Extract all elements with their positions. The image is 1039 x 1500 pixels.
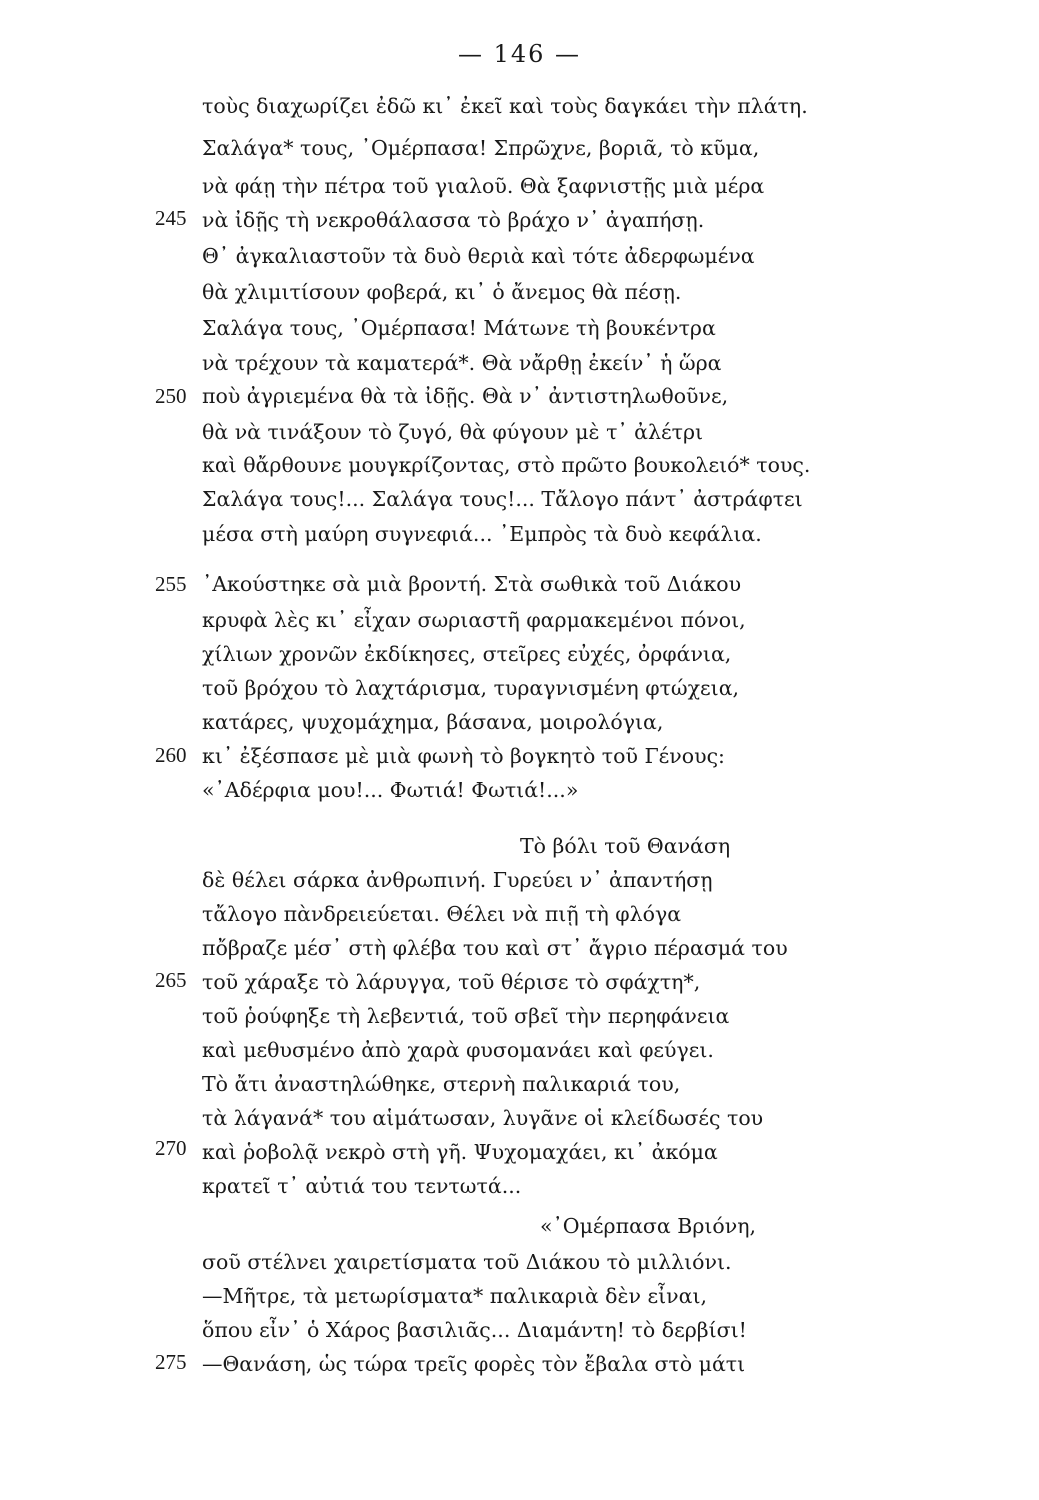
page-number: — 146 — [457, 40, 582, 68]
verse-line: νὰ ἰδῇς τὴ νεκροθάλασσα τὸ βράχο ν᾿ ἀγαπήσῃ. [202, 208, 705, 232]
verse-line: καὶ θἄρθουνε μουγκρίζοντας, στὸ πρῶτο βουκολειό* τους. [202, 453, 811, 477]
verse-line: θὰ χλιμιτίσουν φοβερά, κι᾿ ὁ ἄνεμος θὰ πέσῃ. [202, 280, 682, 304]
verse-line: κατάρες, ψυχομάχημα, βάσανα, μοιρολόγια, [202, 710, 664, 734]
verse-line: νὰ τρέχουν τὰ καματερά*. Θὰ νἄρθῃ ἐκείν᾿ ἡ ὥρα [202, 351, 722, 375]
verse-line: Σαλάγα* τους, ᾿Ομέρπασα! Σπρῶχνε, βοριᾶ, τὸ κῦμα, [202, 136, 760, 160]
verse-line: δὲ θέλει σάρκα ἀνθρωπινή. Γυρεύει ν᾿ ἀπαντήσῃ [202, 868, 713, 892]
line-number: 270 [155, 1136, 187, 1160]
verse-line: Τὸ βόλι τοῦ Θανάση [520, 834, 731, 858]
verse-line: ποὺ ἀγριεμένα θὰ τὰ ἰδῇς. Θὰ ν᾿ ἀντιστηλωθοῦνε, [202, 384, 729, 408]
verse-line: Τὸ ἄτι ἀναστηλώθηκε, στερνὴ παλικαριά του, [202, 1072, 681, 1096]
verse-line: Σαλάγα τους!... Σαλάγα τους!... Τἄλογο πάντ᾿ ἀστράφτει [202, 487, 803, 511]
verse-line: καὶ ῥοβολᾷ νεκρὸ στὴ γῆ. Ψυχομαχάει, κι᾿ ἀκόμα [202, 1140, 718, 1164]
line-number: 260 [155, 743, 187, 767]
verse-line: σοῦ στέλνει χαιρετίσματα τοῦ Διάκου τὸ μιλλιόνι. [202, 1250, 732, 1274]
verse-line: τοῦ βρόχου τὸ λαχτάρισμα, τυραγνισμένη φτώχεια, [202, 676, 740, 700]
verse-line: κι᾿ ἐξέσπασε μὲ μιὰ φωνὴ τὸ βογκητὸ τοῦ Γένους: [202, 744, 725, 768]
verse-line: τὰ λάγανά* του αἱμάτωσαν, λυγᾶνε οἱ κλείδωσές του [202, 1106, 764, 1130]
verse-line: καὶ μεθυσμένο ἀπὸ χαρὰ φυσομανάει καὶ φεύγει. [202, 1038, 714, 1062]
line-number: 265 [155, 968, 187, 992]
line-number: 245 [155, 206, 187, 230]
verse-line: Σαλάγα τους, ᾿Ομέρπασα! Μάτωνε τὴ βουκέντρα [202, 316, 716, 340]
verse-line: κρυφὰ λὲς κι᾿ εἶχαν σωριαστῆ φαρμακεμένοι πόνοι, [202, 608, 746, 632]
line-number: 250 [155, 384, 187, 408]
verse-line: τοῦ ῥούφηξε τὴ λεβεντιά, τοῦ σβεῖ τὴν περηφάνεια [202, 1004, 730, 1028]
verse-line: τοὺς διαχωρίζει ἐδῶ κι᾿ ἐκεῖ καὶ τοὺς δαγκάει τὴν πλάτη. [202, 94, 808, 118]
verse-line: —Μῆτρε, τὰ μετωρίσματα* παλικαριὰ δὲν εἶναι, [202, 1284, 708, 1308]
line-number: 255 [155, 572, 187, 596]
verse-line: τἄλογο πὰνδρειεύεται. Θέλει νὰ πιῇ τὴ φλόγα [202, 902, 682, 926]
verse-line: μέσα στὴ μαύρη συγνεφιά... ᾿Εμπρὸς τὰ δυὸ κεφάλια. [202, 522, 762, 546]
verse-line: πὄβραζε μέσ᾿ στὴ φλέβα του καὶ στ᾿ ἄγριο πέρασμά του [202, 936, 788, 960]
verse-line: «᾿Ομέρπασα Βριόνη, [540, 1214, 757, 1238]
verse-line: θὰ νὰ τινάξουν τὸ ζυγό, θὰ φύγουν μὲ τ᾿ ἀλέτρι [202, 420, 704, 444]
verse-line: κρατεῖ τ᾿ αὐτιά του τεντωτά... [202, 1174, 522, 1198]
verse-line: νὰ φάῃ τὴν πέτρα τοῦ γιαλοῦ. Θὰ ξαφνιστῇς μιὰ μέρα [202, 174, 765, 198]
verse-line: τοῦ χάραξε τὸ λάρυγγα, τοῦ θέρισε τὸ σφάχτη*, [202, 970, 701, 994]
verse-line: Θ᾿ ἀγκαλιαστοῦν τὰ δυὸ θεριὰ καὶ τότε ἀδερφωμένα [202, 244, 755, 268]
verse-line: ᾿Ακούστηκε σὰ μιὰ βροντή. Στὰ σωθικὰ τοῦ Διάκου [202, 572, 742, 596]
verse-line: «᾿Αδέρφια μου!... Φωτιά! Φωτιά!...» [202, 778, 579, 802]
verse-line: —Θανάση, ὡς τώρα τρεῖς φορὲς τὸν ἔβαλα στὸ μάτι [202, 1352, 746, 1376]
verse-line: ὅπου εἶν᾿ ὁ Χάρος βασιλιᾶς... Διαμάντη! τὸ δερβίσι! [202, 1318, 747, 1342]
line-number: 275 [155, 1350, 187, 1374]
verse-line: χίλιων χρονῶν ἐκδίκησες, στεῖρες εὐχές, ὀρφάνια, [202, 642, 732, 666]
